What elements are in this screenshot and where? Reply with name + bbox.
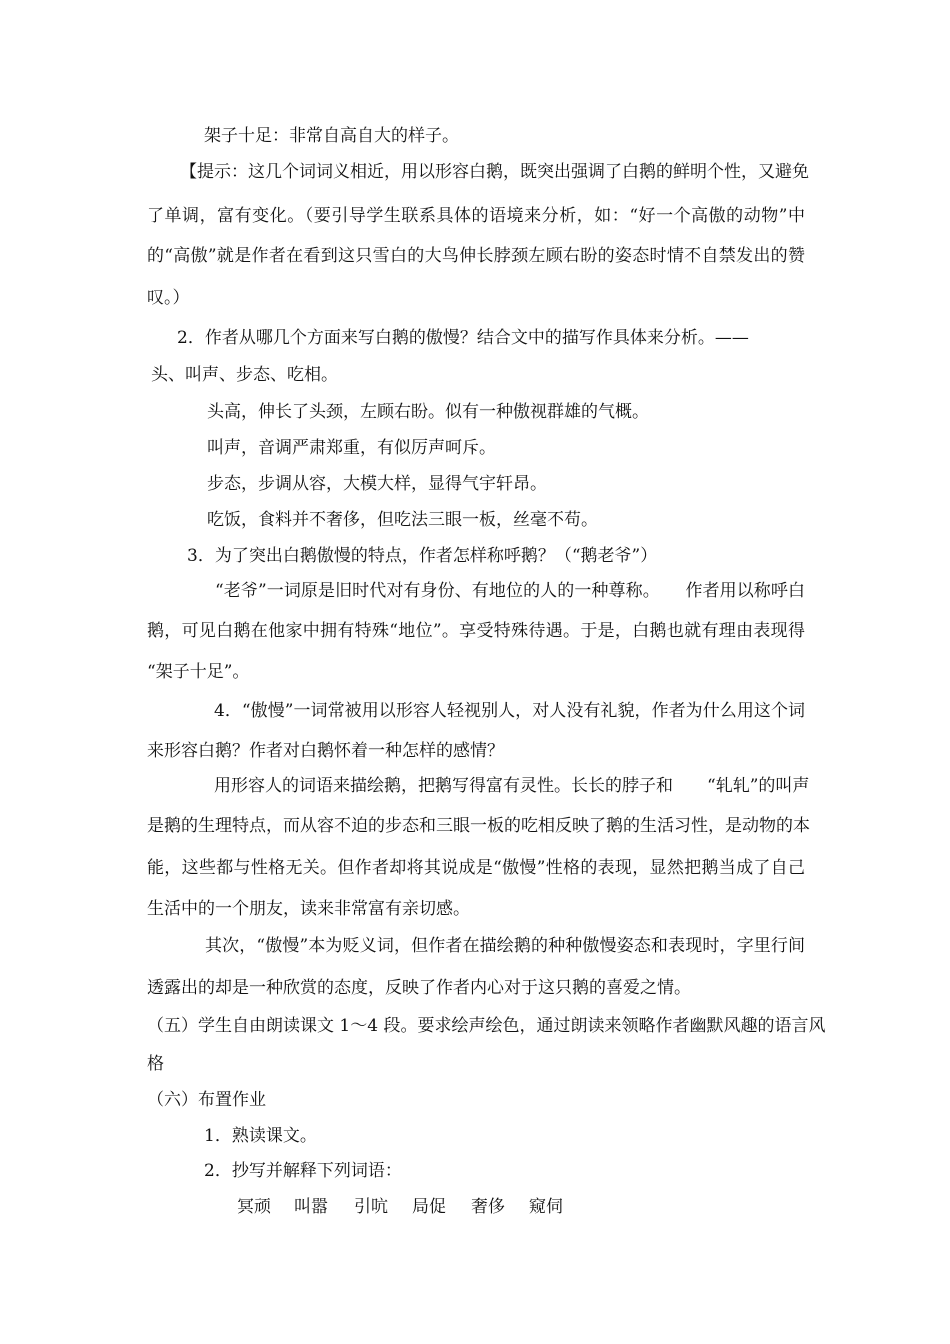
text-line: 了单调，富有变化。（要引导学生联系具体的语境来分析，如：“好一个高傲的动物”中 <box>147 206 805 226</box>
vocab-word: 引吭 <box>354 1197 388 1217</box>
text-line: （五）学生自由朗读课文 1～4 段。要求绘声绘色，通过朗读来领略作者幽默风趣的语言风 <box>147 1016 826 1036</box>
text-line: 架子十足：非常自高自大的样子。 <box>204 126 459 146</box>
text-line: 2．抄写并解释下列词语： <box>204 1161 402 1181</box>
text-line: 是鹅的生理特点，而从容不迫的步态和三眼一板的吃相反映了鹅的生活习性，是动物的本 <box>147 816 810 836</box>
text-line: 2．作者从哪几个方面来写白鹅的傲慢？结合文中的描写作具体来分析。—— <box>177 328 749 348</box>
text-line: 格 <box>147 1054 164 1074</box>
text-line: 步态，步调从容，大模大样，显得气宇轩昂。 <box>207 474 547 494</box>
text-line: 4．“傲慢”一词常被用以形容人轻视别人，对人没有礼貌，作者为什么用这个词 <box>214 701 805 721</box>
vocab-word: 局促 <box>412 1197 446 1217</box>
text-line: 用形容人的词语来描绘鹅，把鹅写得富有灵性。长长的脖子和 “轧轧”的叫声 <box>214 776 810 796</box>
text-line: 头、叫声、步态、吃相。 <box>151 365 338 385</box>
text-line: （六）布置作业 <box>147 1090 266 1110</box>
vocab-word: 窥伺 <box>529 1197 563 1217</box>
text-line: 头高，伸长了头颈，左顾右盼。似有一种傲视群雄的气概。 <box>207 402 649 422</box>
vocab-word: 冥顽 <box>237 1197 271 1217</box>
text-line: “老爷”一词原是旧时代对有身份、有地位的人的一种尊称。 作者用以称呼白 <box>215 581 805 601</box>
text-line: 3．为了突出白鹅傲慢的特点，作者怎样称呼鹅？（“鹅老爷”） <box>187 546 658 566</box>
text-line: 其次，“傲慢”本为贬义词，但作者在描绘鹅的种种傲慢姿态和表现时，字里行间 <box>205 936 805 956</box>
text-line: “架子十足”。 <box>147 662 250 682</box>
text-line: 能，这些都与性格无关。但作者却将其说成是“傲慢”性格的表现，显然把鹅当成了自己 <box>147 858 805 878</box>
text-line: 叹。） <box>147 288 190 308</box>
text-line: 透露出的却是一种欣赏的态度，反映了作者内心对于这只鹅的喜爱之情。 <box>147 978 691 998</box>
text-line: 1．熟读课文。 <box>204 1126 317 1146</box>
text-line: 生活中的一个朋友，读来非常富有亲切感。 <box>147 899 470 919</box>
text-line: 【提示：这几个词词义相近，用以形容白鹅，既突出强调了白鹅的鲜明个性，又避免 <box>180 162 809 182</box>
text-line: 来形容白鹅？作者对白鹅怀着一种怎样的感情？ <box>147 741 504 761</box>
text-line: 鹅，可见白鹅在他家中拥有特殊“地位”。享受特殊待遇。于是，白鹅也就有理由表现得 <box>147 621 805 641</box>
text-line: 的“高傲”就是作者在看到这只雪白的大鸟伸长脖颈左顾右盼的姿态时情不自禁发出的赞 <box>147 246 805 266</box>
text-line: 叫声，音调严肃郑重，有似厉声呵斥。 <box>207 438 496 458</box>
vocab-word: 奢侈 <box>471 1197 505 1217</box>
vocab-word: 叫嚣 <box>294 1197 328 1217</box>
text-line: 吃饭，食料并不奢侈，但吃法三眼一板，丝毫不苟。 <box>207 510 598 530</box>
